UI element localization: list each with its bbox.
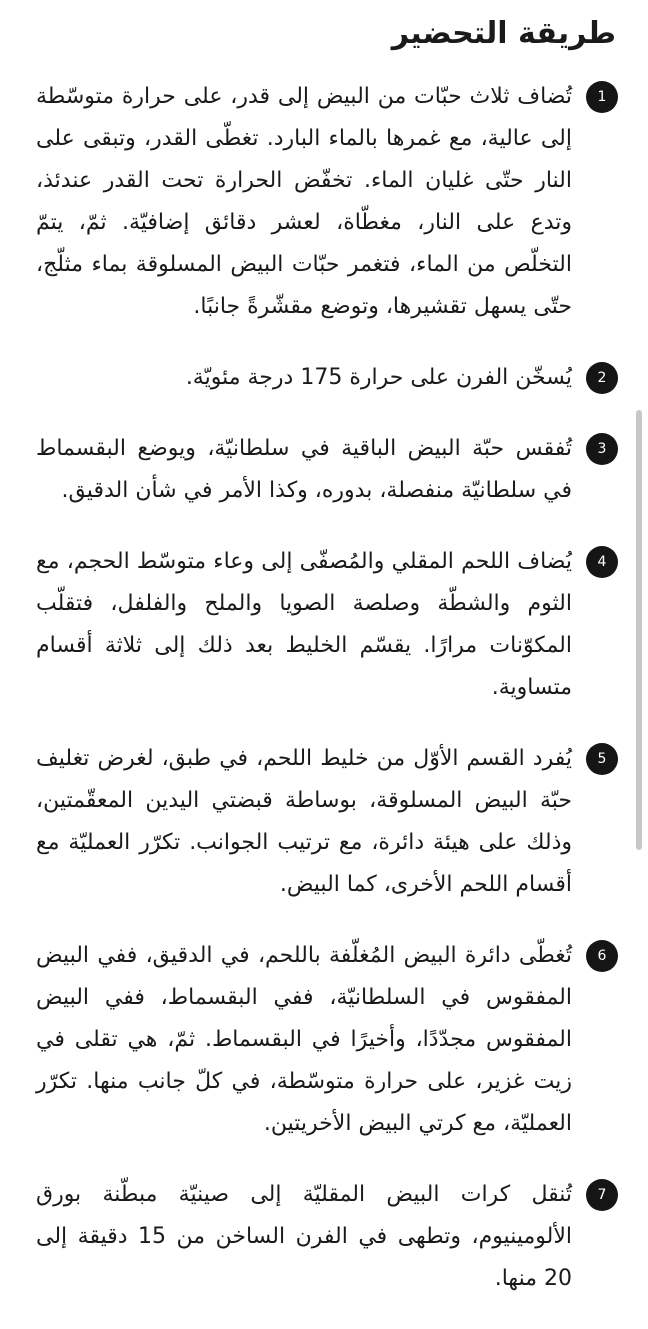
step-text: يُفرد القسم الأوّل من خليط اللحم، في طبق، لغرض تغليف حبّة البيض المسلوقة، بوساطة قبضتي اليدين المعقّمتين، وذلك على هيئة دائرة، مع ترتيب الجوانب. تكرّر العمليّة مع أقسام اللحم الأخرى، كما البيض. bbox=[36, 746, 572, 897]
section-heading: طريقة التحضير bbox=[391, 16, 616, 51]
step-item bbox=[0, 738, 648, 906]
step-item bbox=[0, 428, 648, 512]
step-number-badge: 5 bbox=[586, 743, 618, 775]
step-item bbox=[0, 1174, 648, 1300]
step-number-badge: 1 bbox=[586, 81, 618, 113]
step-text: يُضاف اللحم المقلي والمُصفّى إلى وعاء متوسّط الحجم، مع الثوم والشطّة وصلصة الصويا والملح والفلفل، فتقلّب المكوّنات مرارًا. يقسّم الخليط بعد ذلك إلى ثلاثة أقسام متساوية. bbox=[36, 549, 572, 700]
step-text: تُنقل كرات البيض المقليّة إلى صينيّة مبطّنة بورق الألومينيوم، وتطهى في الفرن الساخن من 15 دقيقة إلى 20 منها. bbox=[36, 1182, 572, 1291]
step-text: تُغطّى دائرة البيض المُغلّفة باللحم، في الدقيق، ففي البيض المفقوس في السلطانيّة، ففي البقسماط، ففي البيض المفقوس مجدّدًا، وأخيرًا في البقسماط. ثمّ، هي تقلى في زيت غزير، على حرارة متوسّطة، في كلّ جانب منها. تكرّر العمليّة، مع كرتي البيض الأخريتين. bbox=[36, 943, 572, 1136]
scrollbar-thumb[interactable] bbox=[636, 410, 642, 850]
step-number-badge: 4 bbox=[586, 546, 618, 578]
step-number-badge: 6 bbox=[586, 940, 618, 972]
step-item bbox=[0, 935, 648, 1145]
steps-list bbox=[0, 76, 648, 1329]
step-item bbox=[0, 357, 648, 399]
step-text: تُضاف ثلاث حبّات من البيض إلى قدر، على حرارة متوسّطة إلى عالية، مع غمرها بالماء البارد. تغطّى القدر، وتبقى على النار حتّى غليان الماء. تخفّض الحرارة تحت القدر عندئذ، وتدع على النار، مغطّاة، لعشر دقائق إضافيّة. ثمّ، يتمّ التخلّص من الماء، فتغمر حبّات البيض المسلوقة بماء مثلّج، حتّى يسهل تقشيرها، وتوضع مقشّرةً جانبًا. bbox=[36, 84, 572, 319]
step-number-badge: 3 bbox=[586, 433, 618, 465]
scrollbar[interactable] bbox=[636, 410, 642, 850]
step-text: تُفقس حبّة البيض الباقية في سلطانيّة، ويوضع البقسماط في سلطانيّة منفصلة، بدوره، وكذا الأمر في شأن الدقيق. bbox=[36, 436, 572, 503]
step-number-badge: 7 bbox=[586, 1179, 618, 1211]
step-item bbox=[0, 76, 648, 328]
step-number-badge: 2 bbox=[586, 362, 618, 394]
step-item bbox=[0, 541, 648, 709]
step-text: يُسخّن الفرن على حرارة 175 درجة مئويّة. bbox=[185, 365, 572, 390]
